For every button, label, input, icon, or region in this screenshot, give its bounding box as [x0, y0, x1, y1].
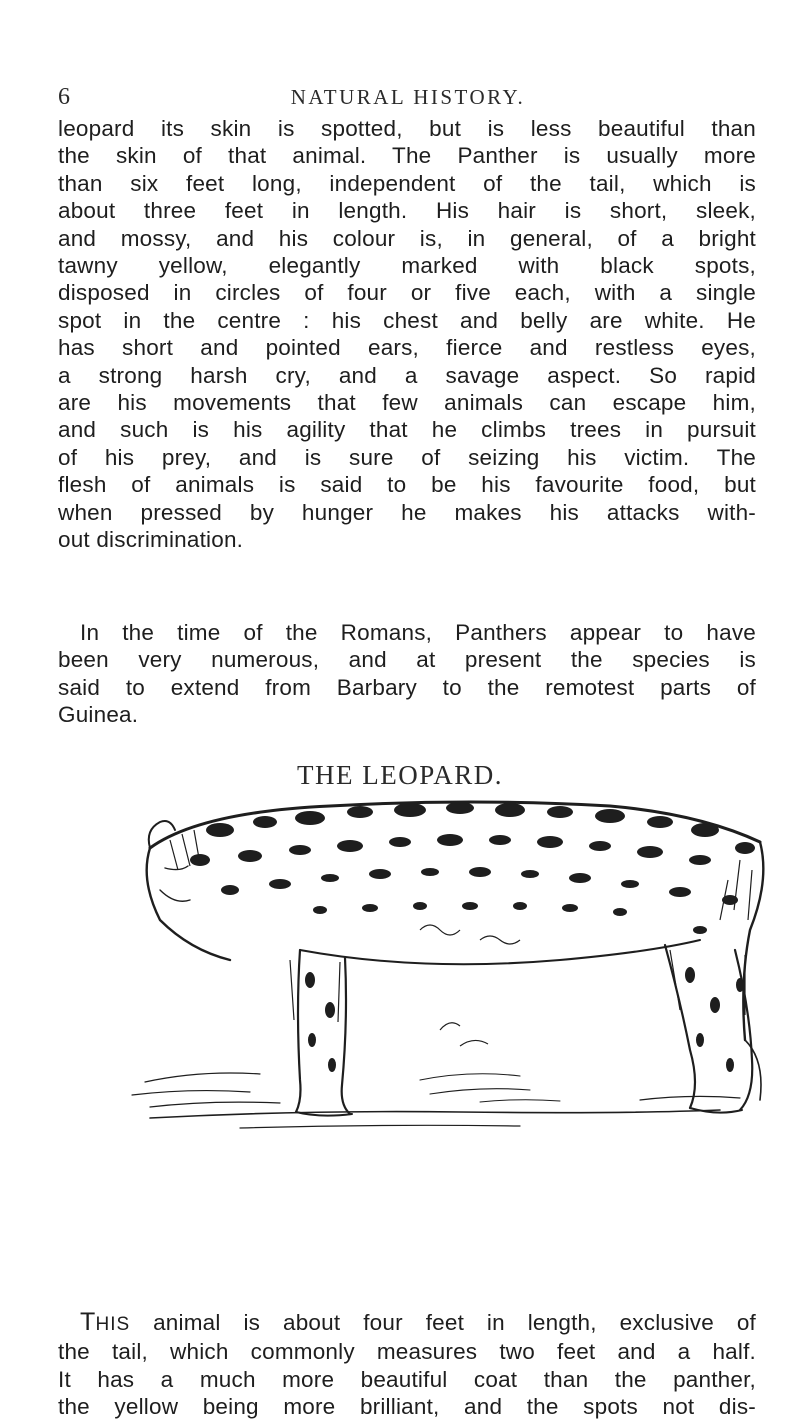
text-line: In the time of the Romans, Panthers appear to have: [80, 620, 756, 645]
paragraph-leopard-description: [58, 1309, 756, 1421]
text-line: out discrimination.: [58, 527, 244, 553]
text-line: of his prey, and is sure of seizing his victim. The: [58, 444, 756, 470]
smallcaps-word: HIS: [95, 1314, 131, 1335]
text-line-first: [58, 1309, 756, 1338]
text-line: disposed in circles of four or five each, with a single: [58, 280, 756, 306]
text-line: when pressed by hunger he makes his attacks with-: [58, 499, 756, 525]
text-line: has short and pointed ears, fierce and restless eyes,: [58, 335, 756, 361]
text-line: the skin of that animal. The Panther is usually more: [58, 143, 756, 169]
text-line: flesh of animals is said to be his favourite food, but: [58, 472, 756, 498]
section-heading: THE LEOPARD.: [296, 760, 503, 790]
text-line: tawny yellow, elegantly marked with black spots,: [58, 253, 756, 279]
text-line: than six feet long, independent of the tail, which is: [58, 170, 756, 196]
text-line: a strong harsh cry, and a savage aspect. So rapid: [58, 362, 756, 388]
first-line-text: animal is about four feet in length, exclusive of: [130, 1310, 756, 1335]
text-line: Guinea.: [58, 702, 139, 728]
text-line: said to extend from Barbary to the remotest parts of: [58, 674, 756, 700]
text-line: the yellow being more brilliant, and the spots not dis-: [58, 1394, 756, 1420]
text-line: spot in the centre : his chest and belly are white. He: [58, 307, 756, 333]
text-line: It has a much more beautiful coat than the panther,: [58, 1366, 756, 1392]
text-line: the tail, which commonly measures two feet and a half.: [58, 1339, 756, 1365]
text-line: are his movements that few animals can escape him,: [58, 390, 756, 416]
text-line: about three feet in length. His hair is short, sleek,: [58, 198, 756, 224]
drop-initial: T: [80, 1308, 96, 1336]
running-title: NATURAL HISTORY.: [290, 85, 526, 109]
page-number: 6: [58, 84, 70, 110]
text-line: and such is his agility that he climbs trees in pursuit: [58, 417, 756, 443]
text-line: leopard its skin is spotted, but is less beautiful than: [58, 116, 756, 141]
text-line: been very numerous, and at present the species is: [58, 647, 756, 673]
text-line: and mossy, and his colour is, in general, of a bright: [58, 225, 756, 251]
